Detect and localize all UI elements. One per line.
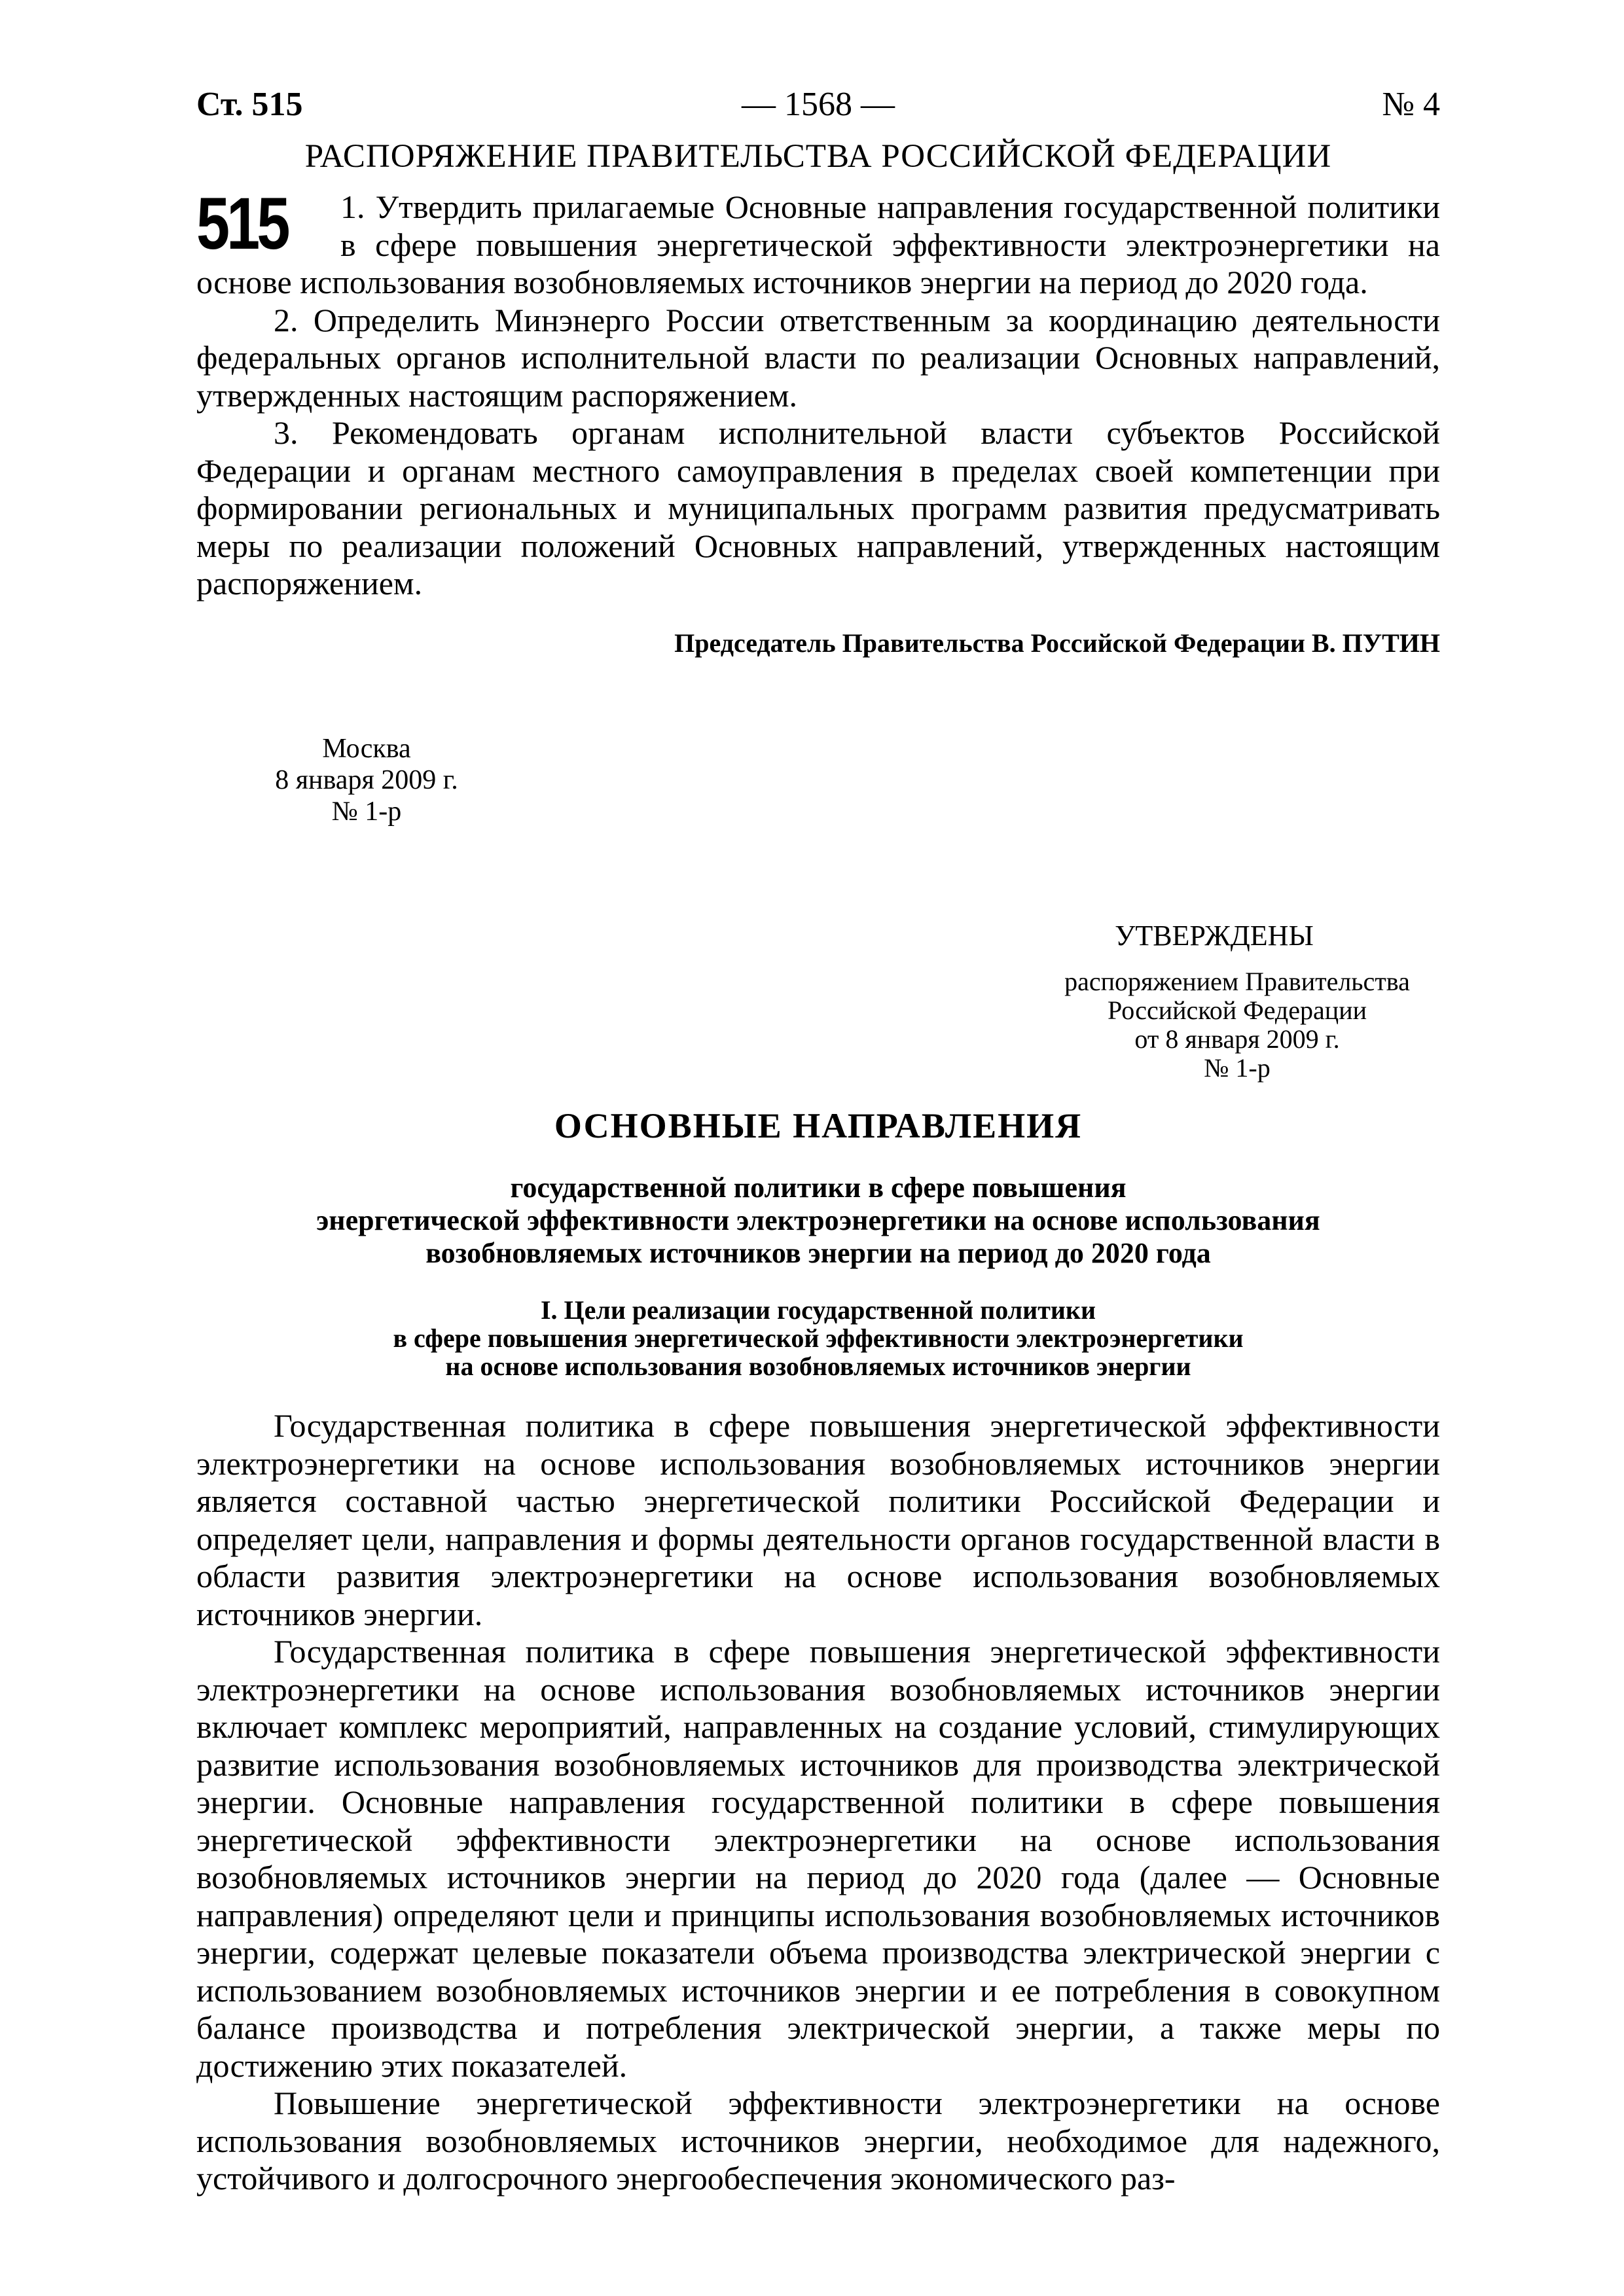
place-date-block	[262, 733, 471, 827]
subtitle-line-2: энергетической эффективности электроэнергетики на основе использования	[316, 1204, 1320, 1236]
act-number: 515	[196, 183, 287, 264]
paragraph-3: 3. Рекомендовать органам исполнительной власти субъектов Российской Федерации и органам местного самоуправления в пределах своей компетенции при формировании региональных и муниципальных программ развития предусматривать меры по реализации положений Основных направлений, утвержденных настоящим распоряжением.	[196, 414, 1440, 601]
main-paragraph-2: Государственная политика в сфере повышения энергетической эффективности электроэнергетики на основе использования возобновляемых источников энергии включает комплекс мероприятий, направленных на создание условий, стимулирующих развитие использования возобновляемых источников для производства электрической энергии. Основные направления государственной политики в сфере повышения энергетической эффективности электроэнергетики на основе использования возобновляемых источников энергии на период до 2020 года (далее — Основные направления) определяют цели и принципы использования возобновляемых источников энергии, содержат целевые показатели объема производства электрической энергии с использованием возобновляемых источников энергии и ее потребления в совокупном балансе производства и потребления электрической энергии, а также меры по достижению этих показателей.	[196, 1633, 1440, 2084]
main-paragraph-3: Повышение энергетической эффективности электроэнергетики на основе использования возобновляемых источников энергии, необходимое для надежного, устойчивого и долгосрочного энергообеспечения экономического раз-	[196, 2085, 1440, 2197]
section-line-2: в сфере повышения энергетической эффективности электроэнергетики	[393, 1323, 1244, 1353]
paragraph-1: 1. Утвердить прилагаемые Основные направления государственной политики в сфере повышения энергетической эффективности электроэнергетики на основе использования возобновляемых источников энергии на период до 2020 года.	[196, 188, 1440, 300]
issuer-heading: РАСПОРЯЖЕНИЕ ПРАВИТЕЛЬСТВА РОССИЙСКОЙ ФЕДЕРАЦИИ	[304, 138, 1332, 175]
signature: Председатель Правительства Российской Федерации В. ПУТИН	[674, 628, 1440, 658]
approved-heading: УТВЕРЖДЕНЫ	[1115, 920, 1314, 952]
issue-number: № 4	[1382, 86, 1440, 123]
first-paragraph-block	[196, 183, 1440, 302]
article-number: Ст. 515	[196, 86, 303, 123]
document-title: ОСНОВНЫЕ НАПРАВЛЕНИЯ	[554, 1106, 1083, 1145]
subtitle-line-3: возобновляемых источников энергии на период до 2020 года	[425, 1237, 1211, 1269]
paragraph-2: 2. Определить Минэнерго России ответственным за координацию деятельности федеральных органов исполнительной власти по реализации Основных направлений, утвержденных настоящим распоряжением.	[196, 301, 1440, 414]
approval-stamp	[1041, 916, 1434, 1083]
approved-line-2: Российской Федерации	[1107, 996, 1367, 1025]
document-page	[196, 79, 1440, 2197]
document-subtitle	[196, 1172, 1440, 1270]
running-head	[196, 79, 1440, 131]
section-line-3: на основе использования возобновляемых источников энергии	[445, 1352, 1191, 1381]
date: 8 января 2009 г.	[275, 765, 458, 795]
city: Москва	[322, 734, 411, 764]
section-line-1: I. Цели реализации государственной политики	[540, 1295, 1096, 1325]
approved-line-1: распоряжением Правительства	[1064, 967, 1410, 996]
section-heading	[196, 1296, 1440, 1380]
order-number: № 1-р	[331, 797, 402, 827]
page-number: — 1568 —	[742, 86, 895, 123]
main-paragraph-1: Государственная политика в сфере повышения энергетической эффективности электроэнергетики на основе использования возобновляемых источников энергии является составной частью энергетической политики Российской Федерации и определяет цели, направления и формы деятельности органов государственной власти в области развития электроэнергетики на основе использования возобновляемых источников энергии.	[196, 1407, 1440, 1632]
main-body	[196, 1407, 1440, 2198]
approved-line-4: № 1-р	[1204, 1053, 1271, 1083]
subtitle-line-1: государственной политики в сфере повышения	[510, 1172, 1127, 1204]
approved-line-3: от 8 января 2009 г.	[1134, 1024, 1340, 1054]
